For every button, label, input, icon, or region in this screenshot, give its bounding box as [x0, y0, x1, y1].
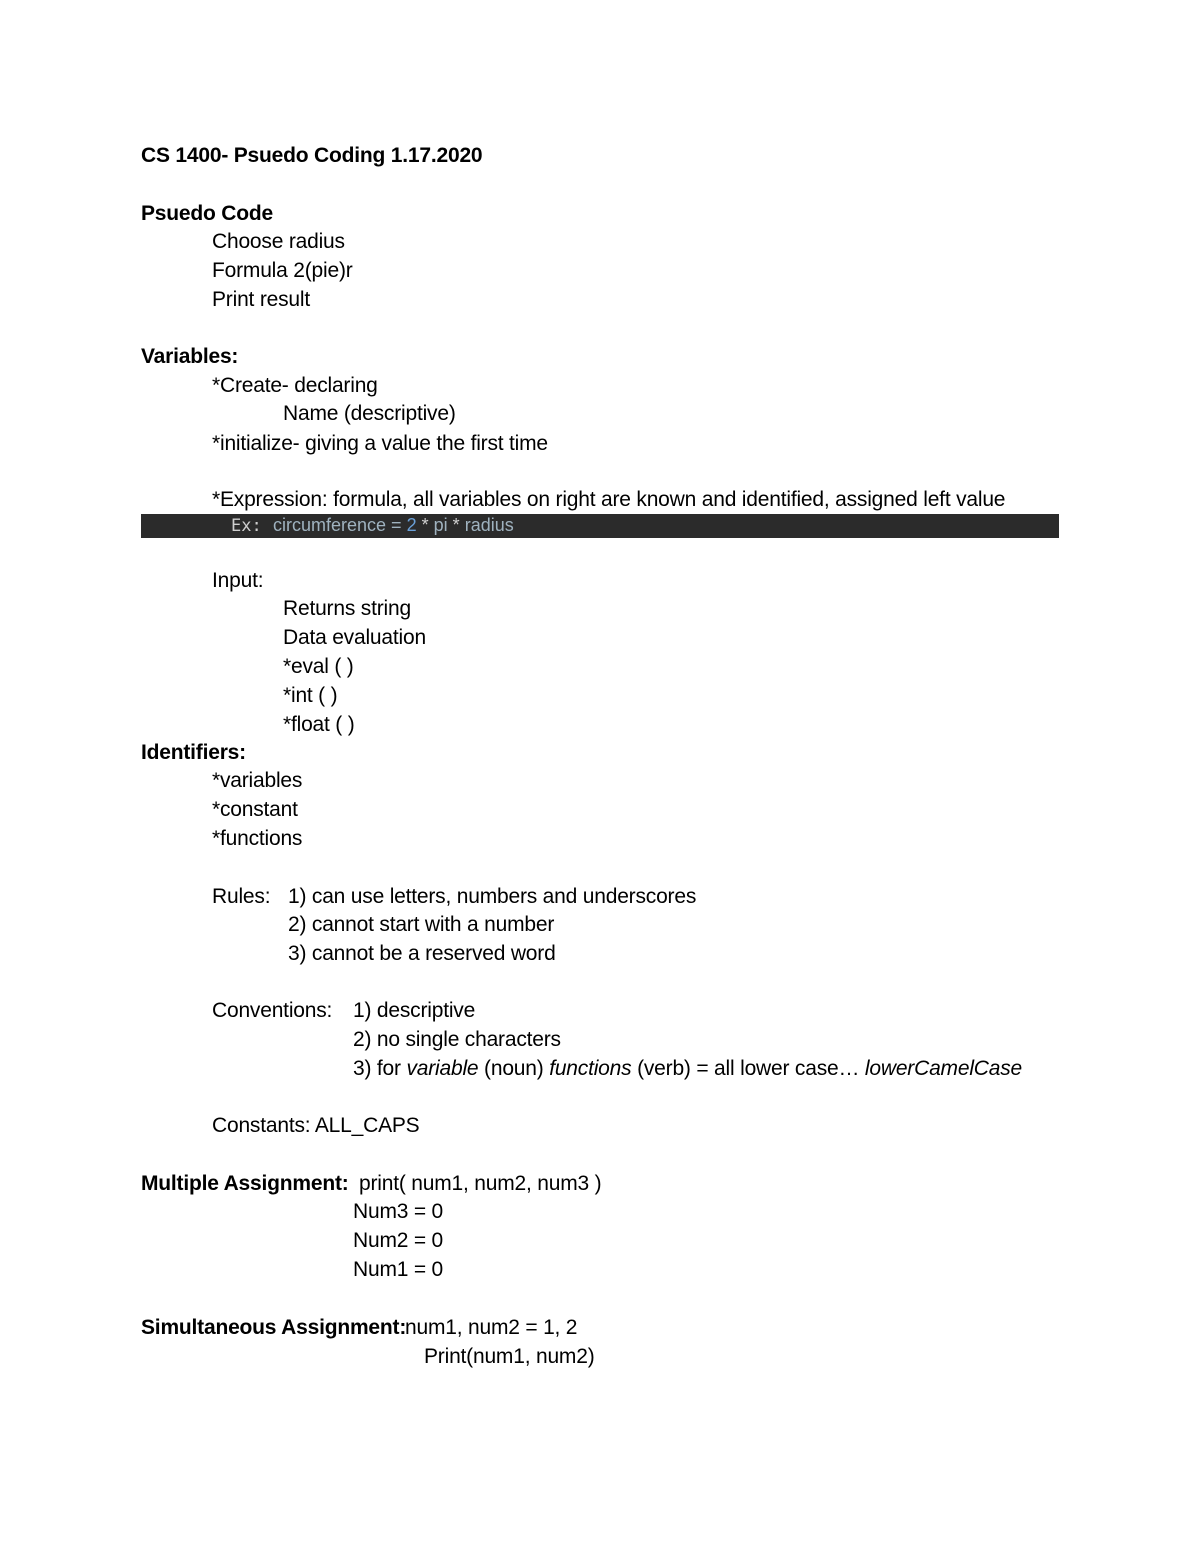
conventions-camelcase-term: lowerCamelCase [864, 1057, 1023, 1080]
rules-item: 1) can use letters, numbers and underscores [288, 885, 697, 908]
pseudo-item: Formula 2(pie)r [212, 259, 353, 282]
rules-item: 2) cannot start with a number [288, 913, 555, 936]
multiple-assignment-print: print( num1, num2, num3 ) [359, 1172, 602, 1195]
rules-label: Rules: [212, 885, 271, 908]
code-radius: radius [464, 515, 514, 535]
input-item: Data evaluation [283, 626, 426, 649]
input-item: *eval ( ) [283, 655, 354, 678]
input-heading: Input: [212, 569, 264, 592]
conventions-functions-term: functions [549, 1057, 632, 1080]
input-item: *float ( ) [283, 713, 355, 736]
identifiers-item: *functions [212, 827, 303, 850]
code-pi: pi [433, 515, 448, 535]
variables-expression: *Expression: formula, all variables on right are known and identified, assigned left value [212, 488, 1006, 511]
variables-create: *Create- declaring [212, 374, 378, 397]
simultaneous-assignment-label: Simultaneous Assignment: [141, 1316, 407, 1339]
code-operator: * [421, 515, 429, 535]
conventions-item: 2) no single characters [353, 1028, 561, 1051]
variables-name: Name (descriptive) [283, 402, 456, 425]
simultaneous-assignment-line: num1, num2 = 1, 2 [405, 1316, 578, 1339]
rules-item: 3) cannot be a reserved word [288, 942, 556, 965]
variables-initialize: *initialize- giving a value the first time [212, 432, 548, 455]
code-number: 2 [406, 515, 417, 535]
multiple-assignment-line: Num3 = 0 [353, 1200, 444, 1223]
code-example-bar [141, 514, 1059, 538]
conventions-text: (verb) = all lower case… [631, 1057, 865, 1080]
pseudo-code-heading: Psuedo Code [141, 202, 273, 225]
input-item: *int ( ) [283, 684, 338, 707]
conventions-label: Conventions: [212, 999, 333, 1022]
code-operator: * [452, 515, 460, 535]
document-title: CS 1400- Psuedo Coding 1.17.2020 [141, 144, 483, 167]
identifiers-item: *variables [212, 769, 303, 792]
pseudo-item: Print result [212, 288, 310, 311]
code-example-expression [273, 515, 514, 536]
input-item: Returns string [283, 597, 411, 620]
multiple-assignment-line: Num2 = 0 [353, 1229, 444, 1252]
conventions-text: (noun) [478, 1057, 550, 1080]
code-lhs: circumference = [273, 515, 402, 535]
conventions-variable-term: variable [406, 1057, 479, 1080]
pseudo-item: Choose radius [212, 230, 345, 253]
conventions-item: 1) descriptive [353, 999, 476, 1022]
simultaneous-assignment-print: Print(num1, num2) [424, 1345, 595, 1368]
identifiers-heading: Identifiers: [141, 741, 246, 764]
conventions-text: 3) for [353, 1057, 407, 1080]
code-example-prefix: Ex: [231, 516, 262, 536]
multiple-assignment-label: Multiple Assignment: [141, 1172, 349, 1195]
identifiers-item: *constant [212, 798, 298, 821]
conventions-item [353, 1057, 1022, 1081]
constants-line: Constants: ALL_CAPS [212, 1114, 420, 1137]
variables-heading: Variables: [141, 345, 239, 368]
multiple-assignment-line: Num1 = 0 [353, 1258, 444, 1281]
